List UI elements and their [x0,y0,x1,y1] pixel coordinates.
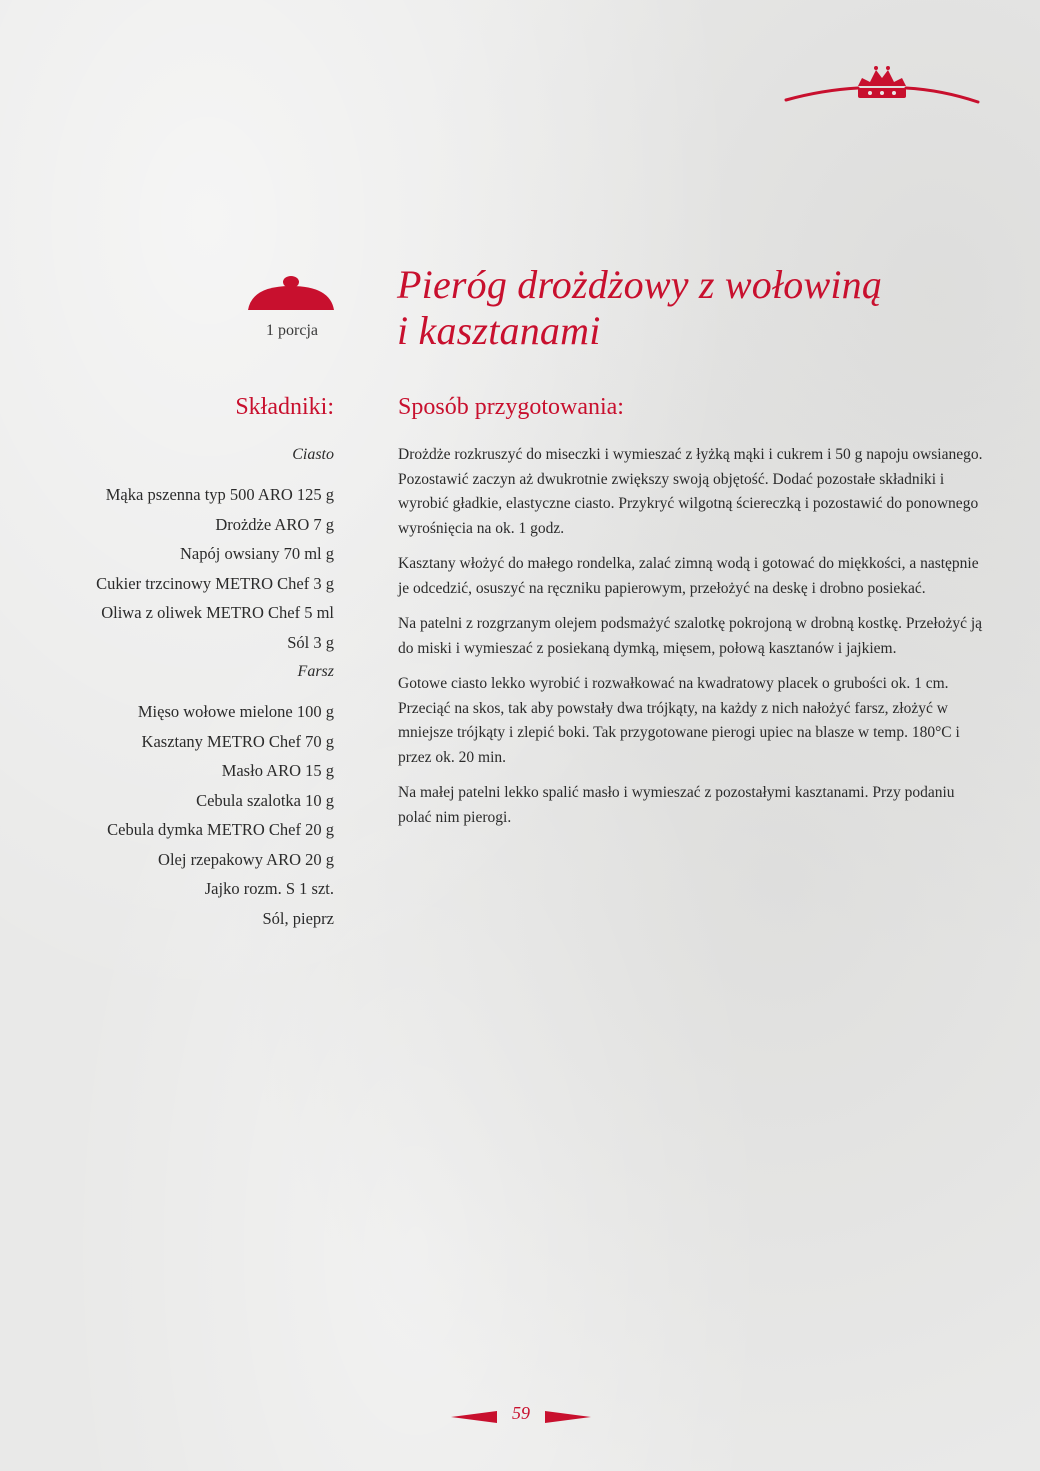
ingredient-item: Jajko rozm. S 1 szt. [204,879,334,898]
ingredient-item: Masło ARO 15 g [221,761,334,780]
ingredient-group-title: Farsz [297,663,334,680]
ingredient-item: Cebula szalotka 10 g [196,790,334,810]
recipe-title-line-1: Pieróg drożdżowy z wołowiną [397,262,883,307]
servings-label: 1 porcja [266,322,318,339]
crown-icon [782,60,982,110]
ingredient-item: Mąka pszenna typ 500 ARO 125 g [105,485,334,504]
ingredients-list [40,440,334,933]
ingredient-item: Cukier trzcinowy METRO Chef 3 g [96,573,334,593]
recipe-title [397,262,997,354]
method-step: Na patelni z rozgrzanym olejem podsmażyć szalotkę pokrojoną w drobną kostkę. Przełożyć ją do miski i wymieszać z posiekaną dymką, mięsem, połową kasztanów i jajkiem. [398,615,983,657]
right-arrow-icon [545,1410,591,1424]
ingredient-item: Sól, pieprz [262,908,334,928]
method-steps [398,443,988,841]
ingredients-heading: Składniki: [235,394,334,420]
ingredient-item: Oliwa z oliwek METRO Chef 5 ml [101,603,334,622]
ingredient-item: Cebula dymka METRO Chef 20 g [107,820,334,839]
page-number: 59 [512,1403,530,1423]
ingredient-item: Sól 3 g [287,632,334,652]
ingredient-item: Kasztany METRO Chef 70 g [141,731,334,751]
ingredient-group-title: Ciasto [292,446,334,463]
method-step: Na małej patelni lekko spalić masło i wymieszać z pozostałymi kasztanami. Przy podaniu polać nim pierogi. [398,784,955,826]
serving-lid-icon [246,274,336,316]
method-step: Drożdże rozkruszyć do miseczki i wymieszać z łyżką mąki i cukrem i 50 g napoju owsianego. Pozostawić zaczyn aż dwukrotnie zwiększy swoją objętość. Dodać pozostałe składniki i wyrobić gładkie, elastyczne ciasto. Przykryć wilgotną ściereczką i pozostawić do ponownego wyrośnięcia na ok. 1 godz. [398,446,983,537]
left-arrow-icon [451,1410,497,1424]
recipe-title-line-2: i kasztanami [397,308,601,353]
ingredient-item: Mięso wołowe mielone 100 g [137,702,334,721]
method-step: Kasztany włożyć do małego rondelka, zalać zimną wodą i gotować do miękkości, a następnie je odcedzić, osuszyć na ręczniku papierowym, przełożyć na deskę i drobno posiekać. [398,555,979,597]
method-step: Gotowe ciasto lekko wyrobić i rozwałkować na kwadratowy placek o grubości ok. 1 cm. Przeciąć na skos, tak aby powstały dwa trójkąty, na każdy z nich nałożyć farsz, złożyć w mniejsze trójkąty i zlepić boki. Tak przygotowane pierogi upiec na blasze w temp. 180°C i przez ok. 20 min. [398,675,960,766]
method-heading: Sposób przygotowania: [398,394,624,420]
ingredient-item: Drożdże ARO 7 g [215,514,334,534]
ingredient-item: Olej rzepakowy ARO 20 g [158,849,334,869]
ingredient-item: Napój owsiany 70 ml g [180,544,334,563]
